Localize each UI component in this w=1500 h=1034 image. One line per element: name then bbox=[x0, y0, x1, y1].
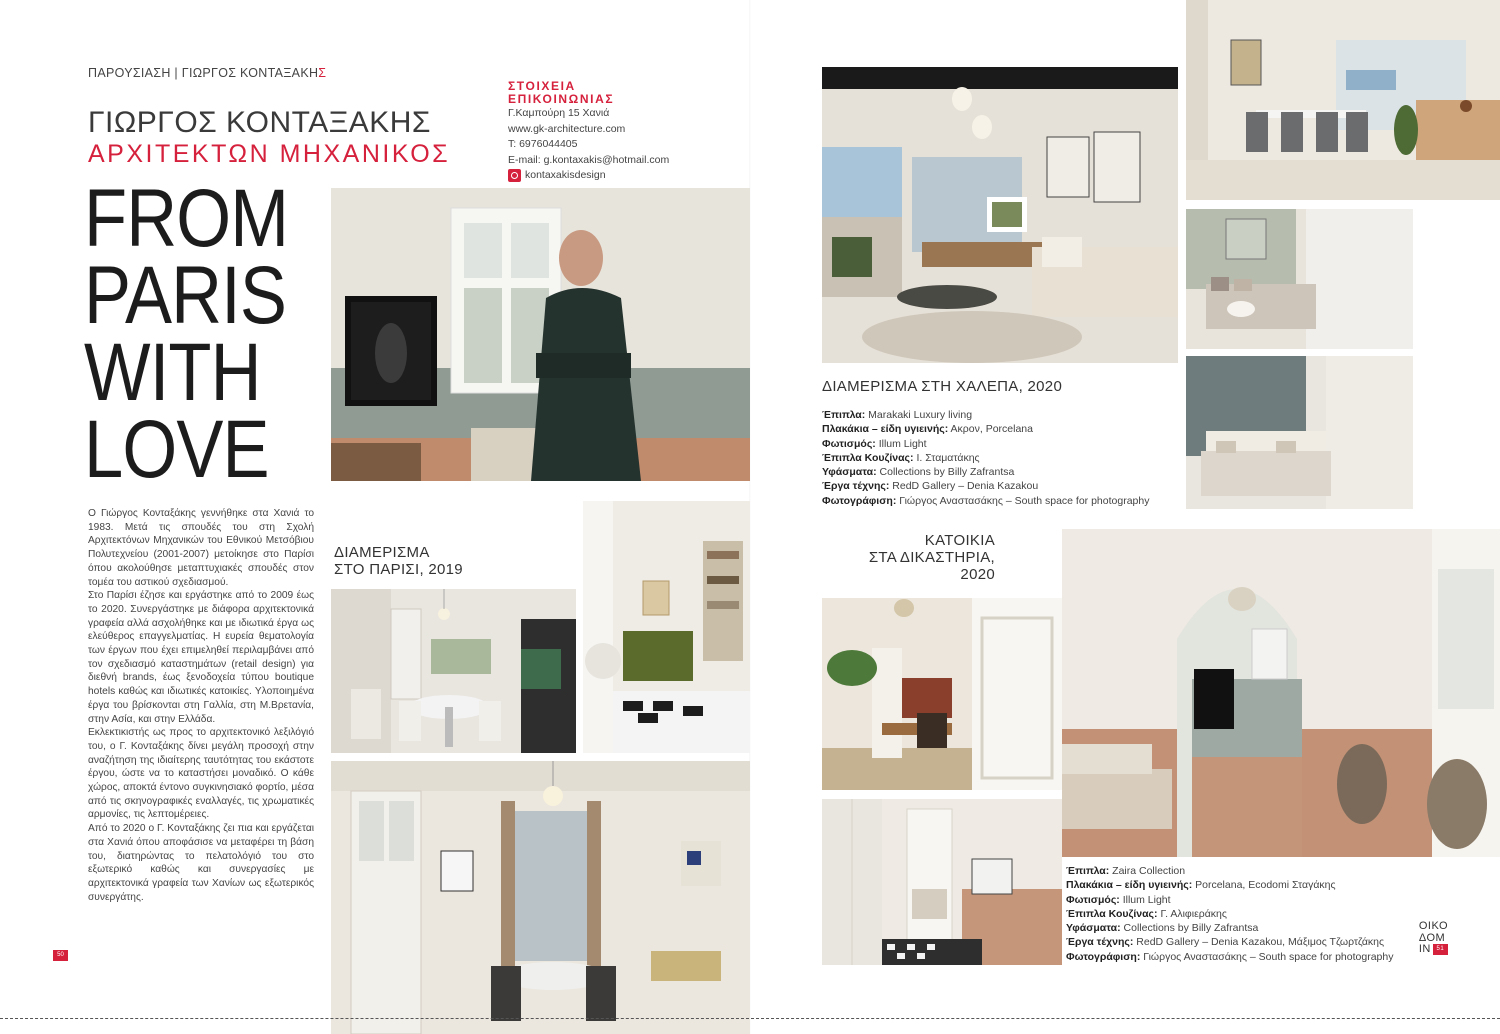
architect-portrait-photo bbox=[331, 188, 750, 481]
credit-label: Έπιπλα Κουζίνας: bbox=[822, 451, 914, 464]
credit-label: Έπιπλα Κουζίνας: bbox=[1066, 907, 1158, 920]
credit-row bbox=[822, 451, 1149, 465]
credit-row bbox=[822, 408, 1149, 422]
paris-dining-large-photo bbox=[331, 761, 750, 1034]
hero-line: PARIS bbox=[84, 250, 287, 341]
halepa-bedroom-photo bbox=[1186, 209, 1413, 349]
credit-row bbox=[822, 494, 1149, 508]
logo-line: ΔΟΜ bbox=[1418, 931, 1446, 944]
paris-title-line: ΣΤΟ ΠΑΡΙΣΙ, 2019 bbox=[334, 561, 463, 578]
contact-address: Γ.Καμπούρη 15 Χανιά bbox=[508, 107, 610, 119]
credit-label: Φωτισμός: bbox=[1066, 893, 1120, 906]
hero-headline bbox=[84, 173, 321, 495]
bio-paragraph: Στο Παρίσι έζησε και εργάστηκε από το 2009 έως το 2020. Συνεργάστηκε με διάφορα αρχιτεκτονικά γραφεία αλλά ασχολήθηκε και με ιδιωτικά έργα ως ελεύθερος επαγγελματίας. Η ευρεία θεματολογία των έργων που έχει επιμεληθεί περιλαμβάνει από τον σχεδιασμό καταστημάτων (retail design) για διεθνή brands, έως ξενοδοχεία τύπου boutique hotels καθώς και ιδιωτικές κατοικίες. Υλοποιημένα έργα του βρίσκονται στη Γαλλία, στη Μ.Βρετανία, στην Ασία, και στην Ελλάδα. bbox=[88, 590, 314, 725]
credit-label: Φωτογράφιση: bbox=[1066, 950, 1141, 963]
credit-value: Ακρον, Porcelana bbox=[950, 423, 1033, 436]
credit-label: Έπιπλα: bbox=[822, 409, 866, 421]
magazine-logo bbox=[1419, 921, 1448, 956]
credit-label: Φωτογράφιση: bbox=[822, 494, 897, 507]
credit-row bbox=[1066, 907, 1393, 921]
credit-value: Marakaki Luxury living bbox=[868, 409, 973, 421]
credit-row bbox=[822, 422, 1149, 436]
kicker-section: ΠΑΡΟΥΣΙΑΣΗ | bbox=[88, 66, 178, 80]
instagram-icon bbox=[508, 169, 521, 182]
credit-value: Collections by Billy Zafrantsa bbox=[1123, 922, 1259, 935]
credit-value: Ι. Σταματάκης bbox=[916, 451, 980, 464]
contact-block bbox=[508, 80, 669, 184]
credit-value: RedD Gallery – Denia Kazakou bbox=[892, 480, 1039, 493]
credit-label: Υφάσματα: bbox=[1066, 922, 1121, 935]
paris-title-line: ΔΙΑΜΕΡΙΣΜΑ bbox=[334, 544, 430, 561]
credit-value: Γ. Αλιφιεράκης bbox=[1160, 907, 1227, 920]
hero-line: WITH bbox=[84, 327, 261, 418]
credit-value: RedD Gallery – Denia Kazakou, Μάξιμος Τζωρτζάκης bbox=[1136, 936, 1385, 949]
credit-value: Porcelana, Ecodomi Σταγάκης bbox=[1195, 879, 1336, 892]
section-kicker bbox=[88, 66, 326, 80]
bio-text bbox=[88, 507, 314, 904]
credit-row bbox=[1066, 935, 1393, 949]
contact-website[interactable]: www.gk-architecture.com bbox=[508, 122, 626, 135]
credit-row bbox=[1066, 893, 1393, 907]
credit-label: Πλακάκια – είδη υγιεινής: bbox=[822, 423, 949, 436]
credit-label: Έργα τέχνης: bbox=[1066, 936, 1134, 949]
instagram-handle: kontaxakisdesign bbox=[525, 169, 606, 181]
halepa-living-photo bbox=[822, 67, 1178, 363]
credit-value: Illum Light bbox=[878, 437, 927, 450]
trim-line bbox=[0, 1018, 1500, 1019]
page-number-right: 51 bbox=[1433, 944, 1448, 955]
credit-value: Zaira Collection bbox=[1112, 865, 1186, 877]
contact-instagram[interactable] bbox=[508, 168, 669, 184]
bio-paragraph: Από το 2020 ο Γ. Κονταξάκης ζει πια και εργάζεται στα Χανιά όπου αποφάσισε να μεταφέρει τη βάση του, διατηρώντας το πελατολόγιό του στο εξωτερικό καθώς και συνεργασίες με αρχιτεκτονικά γραφεία των Χανίων ως εξωτερικός συνεργάτης. bbox=[88, 823, 314, 903]
dikastiria-hallway-photo bbox=[822, 799, 1062, 965]
credit-value: Collections by Billy Zafrantsa bbox=[879, 466, 1015, 479]
hero-line: FROM bbox=[84, 173, 289, 264]
credit-label: Πλακάκια – είδη υγιεινής: bbox=[1066, 879, 1193, 892]
paris-dining-photo bbox=[331, 589, 576, 753]
page-number-left: 50 bbox=[53, 950, 68, 961]
credit-value: Illum Light bbox=[1122, 893, 1171, 906]
credit-value: Γιώργος Αναστασάκης – South space for photography bbox=[899, 494, 1150, 507]
dikastiria-arch-photo bbox=[1062, 529, 1500, 857]
contact-title: ΣΤΟΙΧΕΙΑ bbox=[508, 79, 576, 93]
halepa-bedroom2-photo bbox=[1186, 356, 1413, 509]
dikastiria-title-line: ΣΤΑ ΔΙΚΑΣΤΗΡΙΑ, bbox=[868, 549, 995, 566]
contact-phone[interactable]: T: 6976044405 bbox=[508, 138, 578, 150]
halepa-project-title: ΔΙΑΜΕΡΙΣΜΑ ΣΤΗ ΧΑΛΕΠΑ, 2020 bbox=[822, 378, 1063, 395]
kicker-name: ΓΙΩΡΓΟΣ ΚΟΝΤΑΞΑΚΗ bbox=[181, 66, 319, 80]
architect-name: ΓΙΩΡΓΟΣ ΚΟΝΤΑΞΑΚΗΣ bbox=[88, 106, 431, 139]
credit-label: Φωτισμός: bbox=[822, 437, 876, 450]
hero-line: LOVE bbox=[84, 404, 269, 495]
credit-row bbox=[1066, 921, 1393, 935]
halepa-credits bbox=[822, 408, 1149, 508]
paris-project-title bbox=[334, 544, 463, 578]
bio-paragraph: Ο Γιώργος Κονταξάκης γεννήθηκε στα Χανιά το 1983. Μετά τις σπουδές του στη Σχολή Αρχιτεκτόνων Μηχανικών του Εθνικού Μετσόβιου Πολυτεχνείου (2001-2007) μετοίκησε στο Παρίσι όπου ακολούθησε μεταπτυχιακές σπουδές στον τομέα του αστικού σχεδιασμού. bbox=[88, 508, 314, 588]
credit-value: Γιώργος Αναστασάκης – South space for photography bbox=[1143, 950, 1394, 963]
kicker-name-end: Σ bbox=[318, 66, 327, 80]
logo-line: ΟΙΚΟ bbox=[1418, 920, 1448, 932]
contact-title: ΕΠΙΚΟΙΝΩΝΙΑΣ bbox=[508, 92, 615, 106]
dikastiria-room-photo bbox=[822, 598, 1062, 790]
credit-row bbox=[1066, 878, 1393, 892]
credit-label: Έργα τέχνης: bbox=[822, 480, 890, 493]
dikastiria-title-line: 2020 bbox=[960, 566, 995, 583]
architect-role: ΑΡΧΙΤΕΚΤΩΝ ΜΗΧΑΝΙΚΟΣ bbox=[88, 140, 451, 168]
credit-row bbox=[822, 479, 1149, 493]
dikastiria-credits bbox=[1066, 864, 1393, 964]
logo-row bbox=[1419, 944, 1448, 956]
credit-row bbox=[822, 465, 1149, 479]
credit-row bbox=[1066, 950, 1393, 964]
dikastiria-project-title bbox=[850, 532, 995, 583]
logo-line: IN bbox=[1418, 943, 1431, 955]
credit-row bbox=[822, 437, 1149, 451]
dikastiria-title-line: ΚΑΤΟΙΚΙΑ bbox=[924, 532, 995, 549]
paris-living-photo bbox=[583, 501, 750, 753]
contact-email[interactable]: E-mail: g.kontaxakis@hotmail.com bbox=[508, 153, 670, 166]
halepa-dining-photo bbox=[1186, 0, 1500, 200]
credit-label: Έπιπλα: bbox=[1066, 865, 1110, 877]
bio-paragraph: Εκλεκτικιστής ως προς το αρχιτεκτονικό λεξιλόγιό του, ο Γ. Κονταξάκης δίνει μεγάλη προσοχή στην αναζήτηση της ιδιαίτερης ταυτότητας του εκάστοτε έργου, ώστε να το καταστήσει μοναδικό. Ο κάθε χώρος, αποκτά έντονο συγκινησιακό φορτίο, μέσα από τις σκηνογραφικές εναλλαγές, τις χρωματικές αρμονίες, τις λεπτομέρειες. bbox=[88, 727, 314, 821]
credit-row bbox=[1066, 864, 1393, 878]
credit-label: Υφάσματα: bbox=[822, 466, 877, 479]
